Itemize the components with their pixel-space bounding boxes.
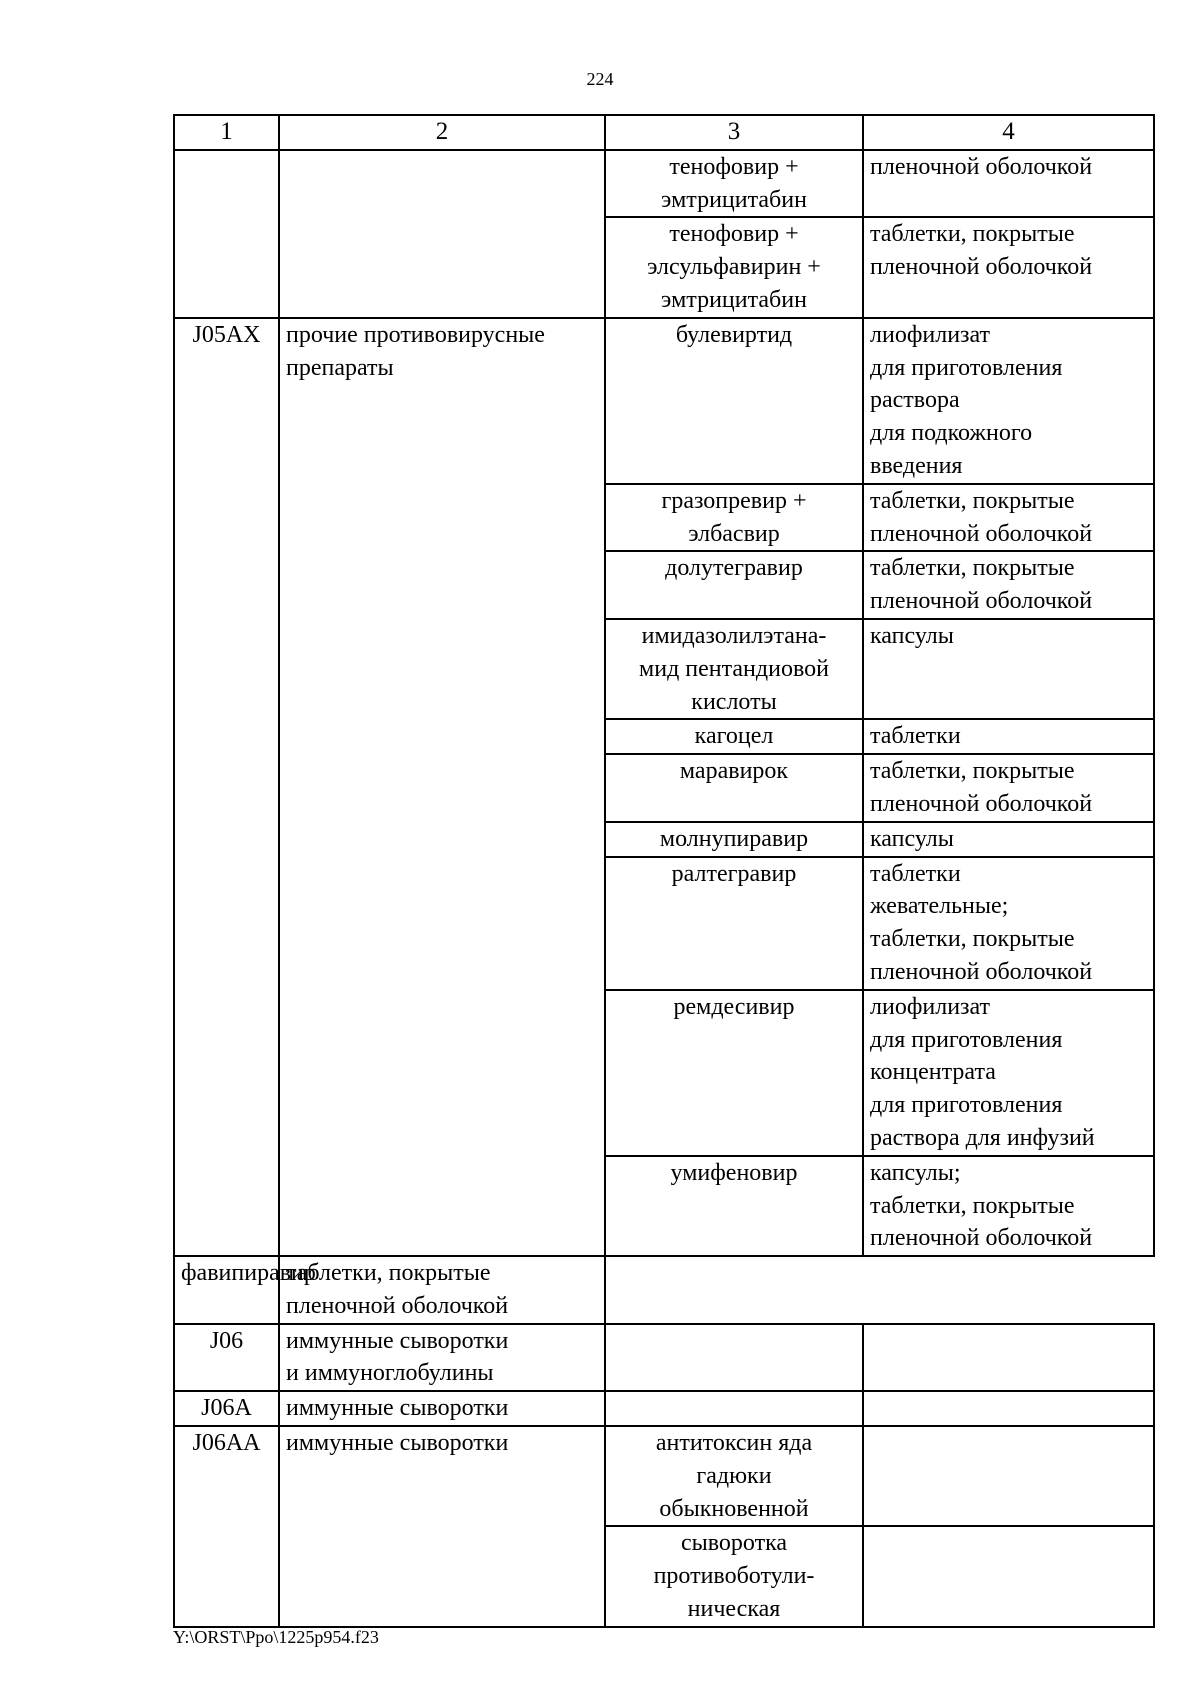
dosage-form-cell: таблетки, покрытые пленочной оболочкой <box>863 217 1154 317</box>
substance-cell: молнупиравир <box>605 822 863 857</box>
drug-table <box>173 114 1155 1628</box>
atc-code-cell: J05AX <box>174 318 279 1256</box>
group-name-cell: иммунные сыворотки <box>279 1391 605 1426</box>
substance-cell-empty <box>605 1324 863 1392</box>
substance-cell: ралтегравир <box>605 857 863 990</box>
group-name-cell: иммунные сыворотки и иммуноглобулины <box>279 1324 605 1392</box>
atc-code-cell: J06 <box>174 1324 279 1392</box>
atc-code-cell: J06A <box>174 1391 279 1426</box>
dosage-form-cell: таблетки, покрытые пленочной оболочкой <box>279 1256 605 1324</box>
dosage-form-cell: капсулы; таблетки, покрытые пленочной оболочкой <box>863 1156 1154 1256</box>
dosage-form-cell-empty <box>863 1526 1154 1626</box>
substance-cell: имидазолилэтана- мид пентандиовой кислоты <box>605 619 863 719</box>
footer-file-path: Y:\ORST\Ppo\1225p954.f23 <box>173 1627 379 1647</box>
column-header-2: 2 <box>279 115 605 150</box>
substance-cell: антитоксин яда гадюки обыкновенной <box>605 1426 863 1526</box>
dosage-form-cell: пленочной оболочкой <box>863 150 1154 218</box>
code-cell-empty <box>174 150 279 318</box>
substance-cell: тенофовир + эмтрицитабин <box>605 150 863 218</box>
atc-code-cell: J06AA <box>174 1426 279 1627</box>
substance-cell: гразопревир + элбасвир <box>605 484 863 552</box>
substance-cell: кагоцел <box>605 719 863 754</box>
dosage-form-cell: лиофилизат для приготовления концентрата для приготовления раствора для инфузий <box>863 990 1154 1156</box>
dosage-form-cell: таблетки жевательные; таблетки, покрытые пленочной оболочкой <box>863 857 1154 990</box>
group-cell-empty <box>279 150 605 318</box>
substance-cell: булевиртид <box>605 318 863 484</box>
page-number: 224 <box>586 69 614 89</box>
substance-cell-empty <box>605 1391 863 1426</box>
dosage-form-cell-empty <box>863 1426 1154 1526</box>
substance-cell: тенофовир + элсульфавирин + эмтрицитабин <box>605 217 863 317</box>
table-row <box>174 1426 1154 1526</box>
substance-cell: фавипиравир <box>174 1256 279 1324</box>
dosage-form-cell: таблетки, покрытые пленочной оболочкой <box>863 551 1154 619</box>
dosage-form-cell-empty <box>863 1391 1154 1426</box>
table-row <box>174 150 1154 218</box>
dosage-form-cell: капсулы <box>863 822 1154 857</box>
group-name-cell: прочие противовирусные препараты <box>279 318 605 1256</box>
column-header-3: 3 <box>605 115 863 150</box>
table-row <box>174 1324 1154 1392</box>
substance-cell: маравирок <box>605 754 863 822</box>
table-row <box>174 1391 1154 1426</box>
dosage-form-cell: капсулы <box>863 619 1154 719</box>
dosage-form-cell: таблетки <box>863 719 1154 754</box>
table-row <box>174 318 1154 484</box>
column-header-1: 1 <box>174 115 279 150</box>
group-name-cell: иммунные сыворотки <box>279 1426 605 1627</box>
table-header-row <box>174 115 1154 150</box>
dosage-form-cell: лиофилизат для приготовления раствора для подкожного введения <box>863 318 1154 484</box>
substance-cell: долутегравир <box>605 551 863 619</box>
substance-cell: ремдесивир <box>605 990 863 1156</box>
dosage-form-cell: таблетки, покрытые пленочной оболочкой <box>863 754 1154 822</box>
substance-cell: сыворотка противоботули- ническая <box>605 1526 863 1626</box>
table-row <box>174 1256 1154 1324</box>
dosage-form-cell: таблетки, покрытые пленочной оболочкой <box>863 484 1154 552</box>
column-header-4: 4 <box>863 115 1154 150</box>
substance-cell: умифеновир <box>605 1156 863 1256</box>
dosage-form-cell-empty <box>863 1324 1154 1392</box>
